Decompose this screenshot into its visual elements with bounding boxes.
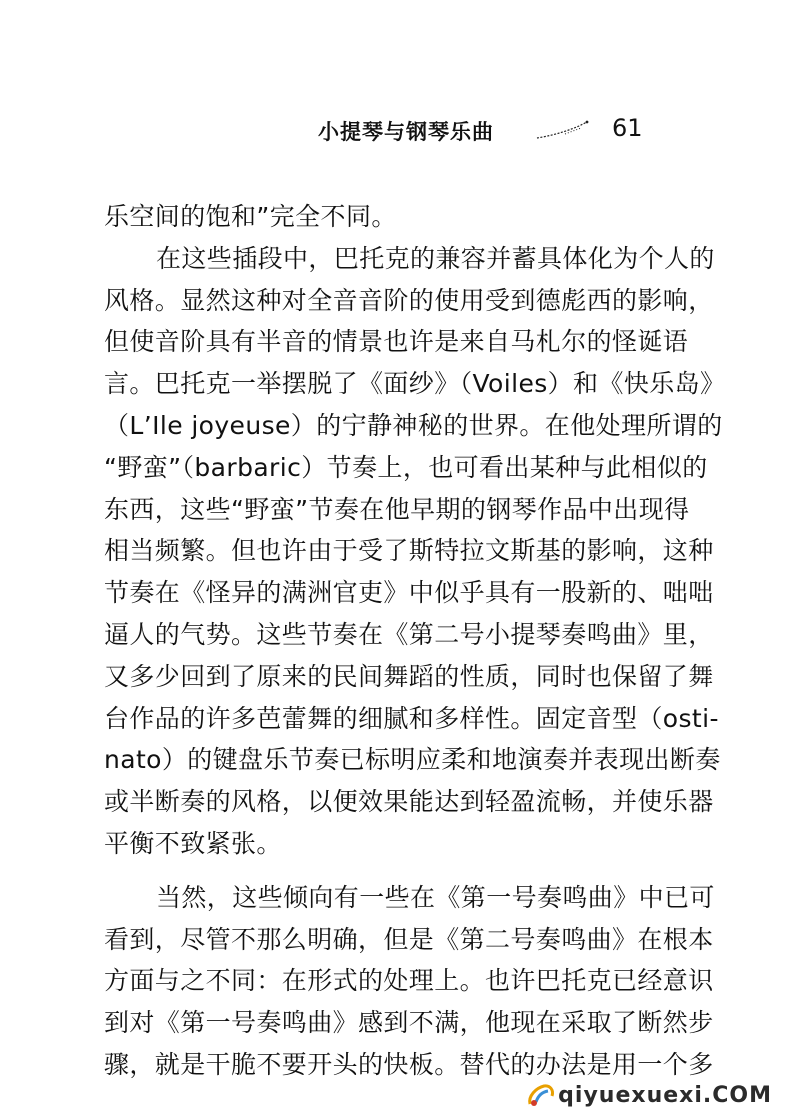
text-line: 看到，尽管不那么明确，但是《第二号奏鸣曲》在根本 bbox=[104, 924, 714, 954]
text-line: 骤，就是干脆不要开头的快板。替代的办法是用一个多 bbox=[104, 1049, 714, 1079]
text-line: 在这些插段中，巴托克的兼容并蓄具体化为个人的 bbox=[156, 243, 715, 273]
watermark bbox=[526, 1082, 772, 1108]
text-line: 乐空间的饱和”完全不同。 bbox=[104, 202, 397, 231]
paragraph-gap bbox=[104, 865, 676, 877]
text-line: 逼人的气势。这些节奏在《第二号小提琴奏鸣曲》里， bbox=[104, 619, 714, 649]
page-number: 61 bbox=[612, 114, 643, 142]
body-text bbox=[104, 196, 726, 1086]
chapter-title: 小提琴与钢琴乐曲 bbox=[318, 120, 494, 144]
text-line: 又多少回到了原来的民间舞蹈的性质，同时也保留了舞 bbox=[104, 661, 714, 691]
text-line: “野蛮”（barbaric）节奏上，也可看出某种与此相似的 bbox=[104, 452, 708, 482]
text-line: 方面与之不同：在形式的处理上。也许巴托克已经意识 bbox=[104, 966, 714, 996]
note-logo-icon bbox=[526, 1082, 556, 1108]
watermark-text: qiyuexuexi.COM bbox=[558, 1082, 772, 1108]
text-line: 风格。显然这种对全音音阶的使用受到德彪西的影响， bbox=[104, 285, 714, 315]
text-line: 东西，这些“野蛮”节奏在他早期的钢琴作品中出现得 bbox=[104, 494, 690, 524]
text-line: 但使音阶具有半音的情景也许是来自马札尔的怪诞语 bbox=[104, 327, 689, 357]
text-line: 节奏在《怪异的满洲官吏》中似乎具有一股新的、咄咄 bbox=[104, 578, 714, 608]
text-line: 当然，这些倾向有一些在《第一号奏鸣曲》中已可 bbox=[156, 882, 715, 912]
text-line: 言。巴托克一举摆脱了《面纱》（Voiles）和《快乐岛》 bbox=[104, 369, 726, 399]
text-line: 或半断奏的风格，以便效果能达到轻盈流畅，并使乐器 bbox=[104, 787, 714, 817]
text-line: 平衡不致紧张。 bbox=[104, 828, 282, 858]
text-line: （L’Ile joyeuse）的宁静神秘的世界。在他处理所谓的 bbox=[104, 410, 723, 440]
ornament-icon bbox=[535, 118, 595, 142]
text-line: 相当频繁。但也许由于受了斯特拉文斯基的影响，这种 bbox=[104, 536, 714, 566]
text-line: nato）的键盘乐节奏已标明应柔和地演奏并表现出断奏 bbox=[104, 745, 721, 775]
text-line: 台作品的许多芭蕾舞的细腻和多样性。固定音型（osti- bbox=[104, 703, 719, 733]
running-header bbox=[0, 112, 794, 152]
text-line: 到对《第一号奏鸣曲》感到不满，他现在采取了断然步 bbox=[104, 1008, 714, 1038]
